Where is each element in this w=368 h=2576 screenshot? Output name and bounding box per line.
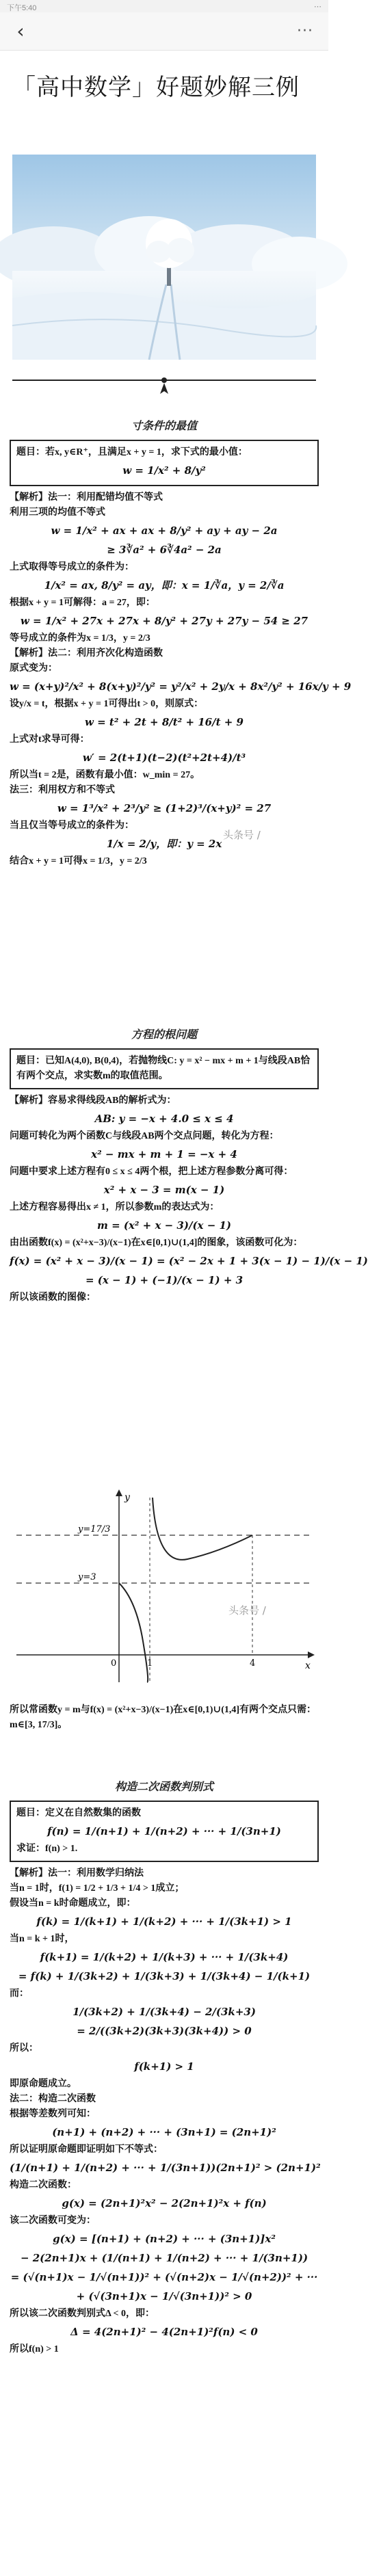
function-graph: [10, 1484, 319, 1689]
solution-line: 等号成立的条件为x = 1/3，y = 2/3: [10, 633, 150, 643]
section-heading: 方程的根问题: [131, 1028, 197, 1041]
problem-box: [10, 1801, 319, 1862]
section-heading: 构造二次函数判别式: [114, 1780, 213, 1793]
section-extremum: [10, 417, 352, 869]
solution-line: 所以该函数的图像：: [10, 1292, 96, 1303]
axis-label-y: y: [124, 1492, 130, 1503]
problem-formula: f(n) = 1/(n+1) + 1/(n+2) + ··· + 1/(3n+1): [47, 1825, 281, 1837]
section-divider: [12, 367, 316, 408]
problem-text: 定义在自然数集的函数: [45, 1808, 141, 1818]
solution-line: 法二：构造二次函数: [10, 2094, 96, 2104]
solution-formula: m = (x² + x − 3)/(x − 1): [96, 1219, 232, 1232]
solution-line: 所以证明原命题即证明如下不等式：: [10, 2145, 163, 2155]
solution-line: 当n = k + 1时，: [10, 1934, 75, 1944]
solution-line: 而：: [10, 1989, 29, 1999]
solution-line: 所以该二次函数判别式Δ < 0，即：: [10, 2309, 155, 2319]
curve-right-branch: [153, 1498, 252, 1560]
problem-label: 题目：: [16, 1056, 45, 1066]
solution-line: 问题中要求上述方程有0 ≤ x ≤ 4两个根，把上述方程参数分离可得：: [10, 1167, 293, 1177]
solution-formula: 1/x² = ax, 8/y² = ay，即：x = 1/∛a，y = 2/∛a: [44, 579, 285, 592]
solution-line: 假设当n = k时命题成立，即：: [10, 1898, 136, 1909]
solution-formula: 1/(3k+2) + 1/(3k+4) − 2/(3k+3): [73, 2006, 256, 2018]
problem-text: 若x, y∈R⁺，且满足x + y = 1，求下式的最小值：: [45, 447, 248, 457]
solution-formula: Δ = 4(2n+1)² − 4(2n+1)²f(n) < 0: [70, 2326, 258, 2338]
solution-formula: w = 1/x² + ax + ax + 8/y² + ay + ay − 2a: [51, 525, 278, 537]
solution-line: 【解析】法一：利用数学归纳法: [10, 1868, 144, 1878]
status-time: 下午5:40: [7, 4, 37, 12]
solution-line: 结合x + y = 1可得x = 1/3，y = 2/3: [10, 856, 147, 866]
label-y-3: y=3: [78, 1572, 96, 1582]
solution-line: 当n = 1时，f(1) = 1/2 + 1/3 + 1/4 > 1成立；: [10, 1883, 185, 1894]
solution-line: 根据等差数列可知：: [10, 2109, 96, 2119]
solution-formula: = 2/((3k+2)(3k+3)(3k+4)) > 0: [77, 2025, 252, 2037]
solution-formula: w = 1/x² + 27x + 27x + 8/y² + 27y + 27y − 54 ≥ 27: [20, 615, 308, 627]
solution-formula: x² − mx + m + 1 = −x + 4: [91, 1148, 237, 1160]
solution-line: 即原命题成立。: [10, 2079, 77, 2089]
solution-line: 法三：利用权方和不等式: [10, 785, 115, 795]
solution-line: 上式对t求导可得：: [10, 734, 90, 745]
back-arrow-icon[interactable]: ‹: [16, 20, 25, 42]
solution-line: 设y/x = t，根据x + y = 1可得出t > 0，则原式：: [10, 699, 204, 709]
tick-label-4: 4: [250, 1658, 256, 1669]
solution-formula: AB: y = −x + 4.0 ≤ x ≤ 4: [94, 1113, 234, 1125]
status-indicators: ⋯: [314, 3, 323, 11]
solution-line: 原式变为：: [10, 663, 57, 674]
solution-line: 根据x + y = 1可解得：a = 27，即：: [10, 598, 155, 608]
problem-formula: w = 1/x² + 8/y²: [122, 464, 206, 477]
solution-formula: ≥ 3∛a² + 6∛4a² − 2a: [107, 544, 222, 556]
solution-line: 构造二次函数：: [10, 2180, 77, 2190]
status-bar: [0, 0, 328, 12]
solution-line: 所以：: [10, 2043, 38, 2054]
solution-formula: (n+1) + (n+2) + ··· + (3n+1) = (2n+1)²: [52, 2126, 276, 2138]
solution-line: 【解析】容易求得线段AB的解析式为：: [10, 1096, 176, 1106]
watermark: 头条号 /: [228, 1604, 266, 1617]
problem-text: 已知A(4,0), B(0,4)，若抛物线C: y = x² − mx + m + 1与线段AB恰有两个交点，求实数m的取值范围。: [16, 1056, 311, 1081]
tick-label-1: 1: [147, 1658, 153, 1669]
solution-line: 该二次函数可变为：: [10, 2216, 96, 2226]
solution-line: 问题可转化为两个函数C与线段AB两个交点问题，转化为方程：: [10, 1131, 279, 1141]
solution-formula: (1/(n+1) + 1/(n+2) + ··· + 1/(3n+1))(2n+1)² > (2n+1)²: [10, 2162, 321, 2174]
solution-line: 利用三项的均值不等式: [10, 507, 105, 518]
solution-formula: x² + x − 3 = m(x − 1): [103, 1184, 225, 1196]
solution-line: 所以当t = 2是，函数有最小值：w_min = 27。: [10, 770, 200, 780]
curve-left-branch: [119, 1583, 148, 1682]
conclusion-line: 所以常函数y = m与f(x) = (x²+x−3)/(x−1)在x∈[0,1)∪(1,4]有两个交点只需：m∈[3, 17/3]。: [10, 1705, 317, 1730]
solution-formula: w′ = 2(t+1)(t−2)(t²+2t+4)/t³: [82, 752, 246, 764]
solution-line: 【解析】法一：利用配错均值不等式: [10, 492, 163, 503]
solution-line: 上述方程容易得出x ≠ 1，所以参数m的表达式为：: [10, 1202, 220, 1212]
axis-label-x: x: [305, 1660, 311, 1671]
more-options-icon[interactable]: ···: [297, 23, 313, 40]
section-roots-conclusion: [10, 1703, 319, 1733]
top-nav-bar: [0, 12, 328, 51]
origin-label: 0: [111, 1658, 117, 1669]
solution-formula: w = (x+y)²/x² + 8(x+y)²/y² = y²/x² + 2y/x + 8x²/y² + 16x/y + 9: [10, 680, 352, 693]
solution-formula: f(k+1) = 1/(k+2) + 1/(k+3) + ··· + 1/(3k+4): [40, 1951, 289, 1963]
solution-formula: g(x) = (2n+1)²x² − 2(2n+1)²x + f(n): [62, 2197, 267, 2209]
solution-line: 上式取得等号成立的条件为：: [10, 562, 134, 572]
solution-formula: w = 1³/x² + 2³/y² ≥ (1+2)³/(x+y)² = 27: [57, 802, 272, 814]
problem-box: [10, 440, 319, 486]
problem-label: 题目：: [16, 1808, 45, 1818]
solution-formula: − 2(2n+1)x + (1/(n+1) + 1/(n+2) + ··· + 1/(3n+1)): [20, 2252, 308, 2264]
problem-box: [10, 1048, 319, 1089]
solution-formula: 1/x = 2/y，即：y = 2x: [106, 838, 222, 850]
solution-formula: = f(k) + 1/(3k+2) + 1/(3k+3) + 1/(3k+4) − 1/(k+1): [18, 1970, 311, 1982]
section-discriminant: [10, 1778, 319, 2357]
solution-formula: w = t² + 2t + 8/t² + 16/t + 9: [85, 716, 244, 728]
problem-label: 题目：: [16, 447, 45, 457]
solution-formula: = (√(n+1)x − 1/√(n+1))² + (√(n+2)x − 1/√(n+2))² + ···: [10, 2271, 318, 2283]
article-title: 「高中数学」好题妙解三例: [12, 74, 300, 101]
section-heading: 寸条件的最值: [131, 419, 197, 432]
solution-line: 由出函数f(x) = (x²+x−3)/(x−1)在x∈[0,1)∪(1,4]的图象，该函数可化为：: [10, 1238, 303, 1248]
solution-formula: g(x) = [(n+1) + (n+2) + ··· + (3n+1)]x²: [53, 2233, 276, 2245]
solution-formula: + (√(3n+1)x − 1/√(3n+1))² > 0: [76, 2290, 252, 2302]
hero-image: [12, 155, 316, 360]
solution-line: 所以f(n) > 1: [10, 2344, 59, 2354]
solution-formula: = (x − 1) + (−1)/(x − 1) + 3: [85, 1274, 244, 1286]
solution-line: 【解析】法二：利用齐次化构造函数: [10, 648, 163, 659]
solution-formula: f(x) = (x² + x − 3)/(x − 1) = (x² − 2x + 1 + 3(x − 1) − 1)/(x − 1): [10, 1255, 368, 1267]
problem-ask: 求证：f(n) > 1.: [16, 1844, 78, 1854]
solution-formula: f(k) = 1/(k+1) + 1/(k+2) + ··· + 1/(3k+1) > 1: [36, 1915, 292, 1928]
watermark: 头条号 /: [223, 829, 261, 841]
label-y-17-3: y=17/3: [78, 1524, 111, 1535]
solution-formula: f(k+1) > 1: [134, 2060, 194, 2073]
solution-line: 当且仅当等号成立的条件为：: [10, 821, 134, 831]
section-roots: [10, 1026, 368, 1305]
